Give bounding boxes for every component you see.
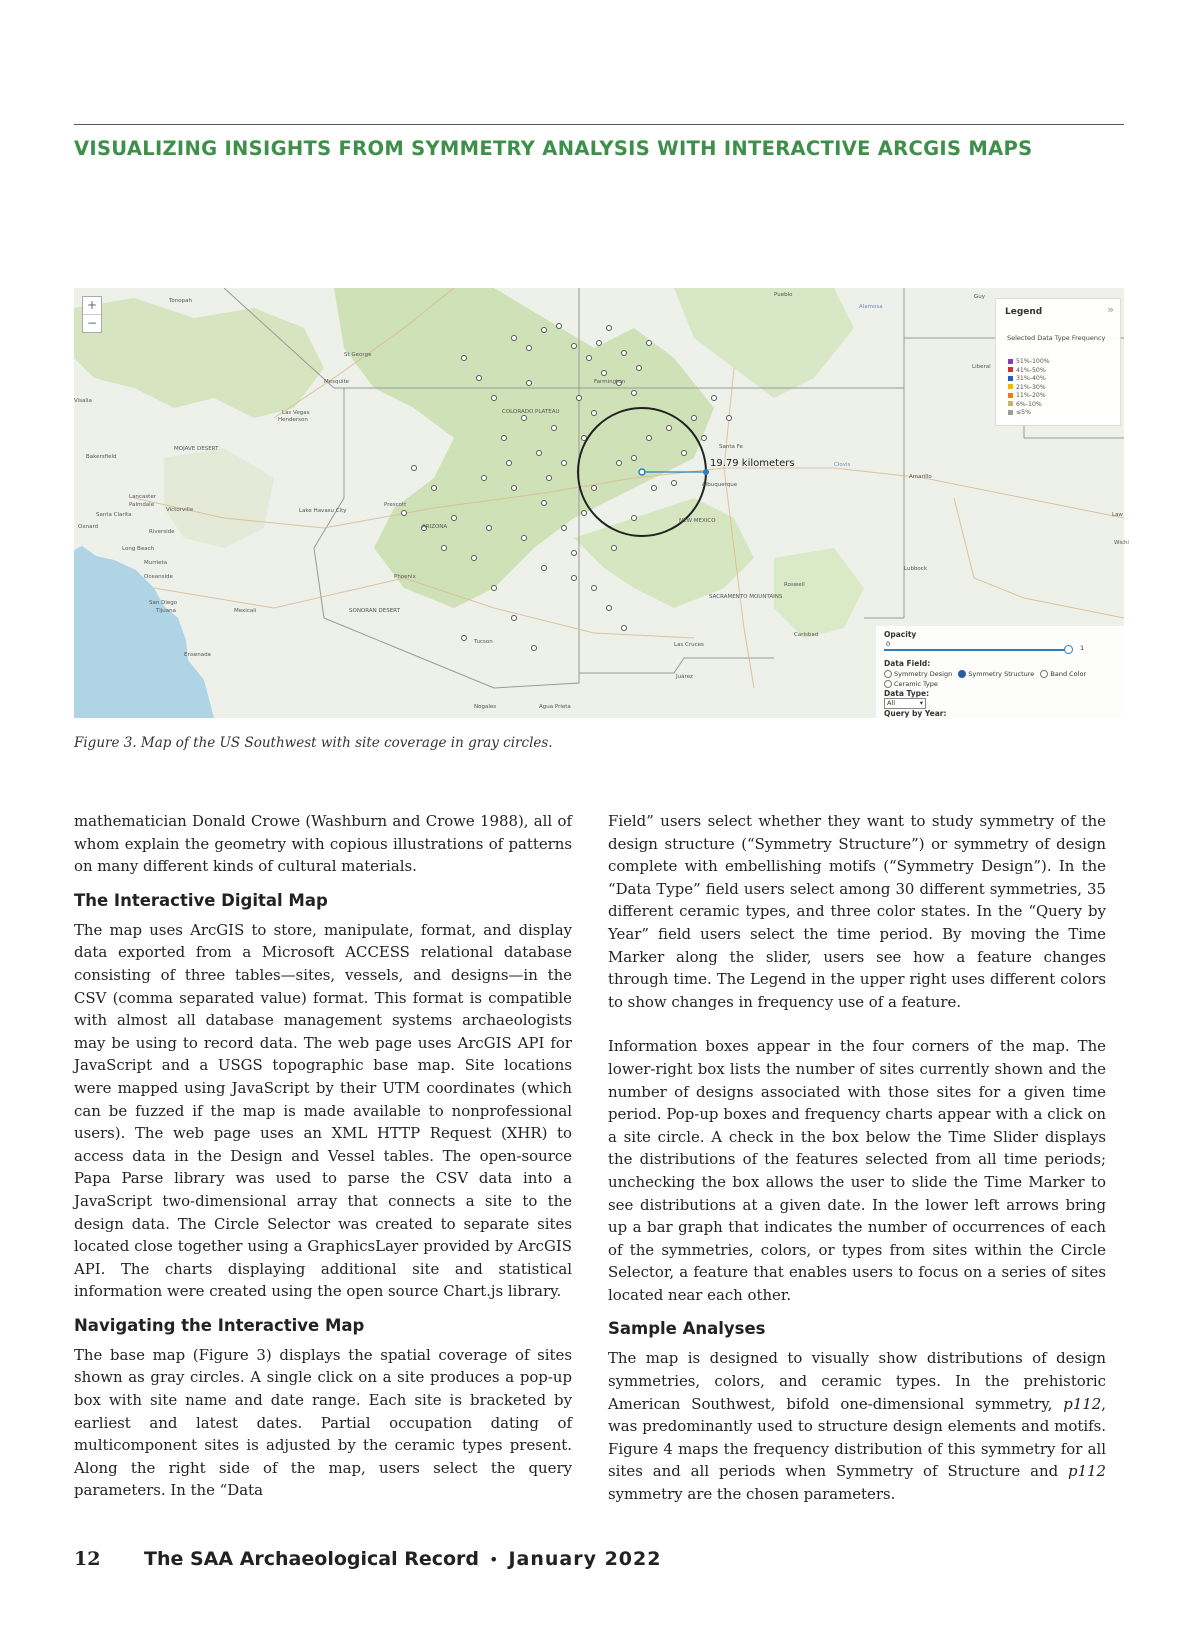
opacity-max: 1: [1080, 644, 1085, 652]
place-label: Phoenix: [394, 574, 416, 580]
legend-swatch: [1008, 384, 1013, 389]
paragraph: The base map (Figure 3) displays the spatial coverage of sites shown as gray circles. A single click on a site produces a pop-up box with site name and date range. Each site is bracketed by earliest and latest dates. Partial occupation dating of multicomponent sites is adjusted by the ceramic types present. Along the right side of the map, users select the query parameters. In the “Data: [74, 1345, 572, 1500]
expand-icon[interactable]: »: [1107, 303, 1114, 316]
place-label: SONORAN DESERT: [349, 608, 400, 614]
place-label: COLORADO PLATEAU: [502, 409, 560, 415]
legend-title: Legend: [1005, 307, 1043, 317]
legend-swatch: [1008, 376, 1013, 381]
place-label: Henderson: [278, 417, 308, 423]
place-label: Lubbock: [904, 566, 928, 572]
legend-swatch: [1008, 359, 1013, 364]
place-label: Farmington: [594, 379, 626, 385]
terrain-colorado: [674, 288, 854, 398]
data-type-select[interactable]: All ▾: [884, 698, 926, 709]
zoom-in-button[interactable]: +: [86, 298, 98, 312]
place-label: Wichi: [1114, 540, 1129, 546]
legend-item: 11%-20%: [1008, 392, 1050, 401]
radio-ceramic-type[interactable]: [884, 680, 892, 688]
place-label: NEW MEXICO: [679, 518, 716, 524]
section-heading: The Interactive Digital Map: [74, 890, 328, 910]
place-label: Lancaster: [129, 494, 156, 500]
query-year-label: Query by Year:: [884, 709, 947, 718]
chevron-down-icon: ▾: [919, 699, 923, 707]
legend-item: 41%-50%: [1008, 367, 1050, 376]
legend-item: ≤5%: [1008, 409, 1050, 418]
zoom-control: [82, 296, 102, 333]
left-column: [74, 810, 572, 1502]
place-label: Tijuana: [156, 608, 176, 614]
place-label: Pueblo: [774, 292, 793, 298]
measure-label: 19.79 kilometers: [710, 458, 795, 469]
legend-item: 6%-10%: [1008, 401, 1050, 410]
place-label: Bakersfield: [86, 454, 117, 460]
opacity-slider[interactable]: [884, 649, 1066, 651]
pacific-ocean: [74, 546, 214, 718]
running-header: VISUALIZING INSIGHTS FROM SYMMETRY ANALYSIS WITH INTERACTIVE ARCGIS MAPS: [74, 137, 1033, 160]
place-label: Santa Fe: [719, 444, 743, 450]
selector-center[interactable]: [639, 469, 645, 475]
opacity-label: Opacity: [884, 630, 917, 639]
place-label: Santa Clarita: [96, 512, 132, 518]
place-label: Long Beach: [122, 546, 155, 552]
legend-item: 21%-30%: [1008, 384, 1050, 393]
place-label: San Diego: [149, 600, 178, 606]
place-label: Oceanside: [144, 574, 173, 580]
terrain-gila: [574, 498, 754, 608]
place-label: Visalia: [74, 398, 92, 404]
place-label: ARIZONA: [422, 524, 448, 530]
issue-date: January 2022: [508, 1548, 662, 1570]
opacity-slider-thumb[interactable]: [1064, 645, 1073, 654]
query-controls: [876, 626, 1124, 718]
legend-item: 31%-40%: [1008, 375, 1050, 384]
place-label: Amarillo: [909, 474, 932, 480]
paragraph: Field” users select whether they want to study symmetry of the design structure (“Symmetry Structure”) or symmetry of design complete with embellishing motifs (“Symmetry Design”). In the “Data Type” field users select among 30 different symmetries, 35 different ceramic types, and three color states. In the “Query by Year” field users select the time period. By moving the Time Marker along the slider, users see how a feature changes through time. The Legend in the upper right uses different colors to show changes in frequency use of a feature.: [608, 812, 1106, 1011]
legend-swatch: [1008, 393, 1013, 398]
place-label: SACRAMENTO MOUNTAINS: [709, 594, 783, 600]
figure-3-map[interactable]: [74, 288, 1129, 718]
data-field-option-ceramic: Ceramic Type: [884, 680, 938, 688]
place-label: St George: [344, 352, 372, 358]
terrain-mojave: [164, 448, 274, 548]
place-label: Oxnard: [78, 524, 99, 530]
place-label: Clovis: [834, 462, 851, 468]
page-number: 12: [74, 1548, 101, 1570]
place-label: Alamosa: [859, 304, 883, 310]
legend-subtitle: Selected Data Type Frequency: [1007, 334, 1106, 342]
paragraph: The map is designed to visually show distributions of design symmetries, colors, and ceramic types. In the prehistoric American Southwest, bifold one-dimensional symmetry, p112, was predominantly used to structure design elements and motifs. Figure 4 maps the frequency distribution of this symmetry for all sites and all periods when Symmetry of Structure and p112 symmetry are the chosen parameters.: [608, 1349, 1106, 1504]
terrain-sacramento: [774, 548, 864, 638]
selector-handle[interactable]: [703, 469, 709, 475]
legend-item: 51%-100%: [1008, 358, 1050, 367]
data-field-options: Symmetry Design Symmetry Structure Band Color: [884, 670, 1086, 678]
paragraph: mathematician Donald Crowe (Washburn and Crowe 1988), all of whom explain the geometry with copious illustrations of patterns on many different kinds of cultural materials.: [74, 812, 572, 876]
place-label: Juárez: [676, 674, 693, 680]
place-label: Mesquite: [324, 379, 350, 385]
place-label: Riverside: [149, 529, 175, 535]
place-label: Las Vegas: [282, 410, 310, 416]
place-label: Las Cruces: [674, 642, 704, 648]
section-heading: Navigating the Interactive Map: [74, 1315, 365, 1335]
data-field-label: Data Field:: [884, 659, 931, 668]
place-label: Carlsbad: [794, 632, 819, 638]
journal-title: The SAA Archaeological Record: [144, 1548, 480, 1570]
place-label: Murrieta: [144, 560, 168, 566]
legend-swatch: [1008, 401, 1013, 406]
place-label: Guy: [974, 294, 986, 300]
legend-swatch: [1008, 410, 1013, 415]
place-label: Ensenada: [184, 652, 211, 658]
right-column: [608, 810, 1106, 1506]
data-type-label: Data Type:: [884, 689, 930, 698]
opacity-min: 0: [886, 640, 891, 648]
radio-band-color[interactable]: [1040, 670, 1048, 678]
place-label: Liberal: [972, 364, 991, 370]
footer-bullet: •: [489, 1550, 499, 1569]
place-label: Lake Havasu City: [299, 508, 347, 514]
place-label: Prescott: [384, 502, 407, 508]
place-label: Mexicali: [234, 608, 257, 614]
place-label: MOJAVE DESERT: [174, 446, 219, 452]
legend-items: [1008, 358, 1050, 418]
place-label: Roswell: [784, 582, 805, 588]
zoom-out-button[interactable]: −: [83, 314, 101, 332]
legend-panel: [995, 298, 1121, 426]
place-label: Albuquerque: [702, 482, 738, 488]
place-label: Tucson: [474, 639, 493, 645]
legend-swatch: [1008, 367, 1013, 372]
radio-symmetry-design[interactable]: [884, 670, 892, 678]
section-heading: Sample Analyses: [608, 1319, 766, 1339]
terrain-nevada: [74, 298, 324, 418]
place-label: Palmdale: [129, 502, 155, 508]
place-label: Victorville: [166, 507, 194, 513]
figure-caption: Figure 3. Map of the US Southwest with site coverage in gray circles.: [74, 735, 553, 751]
place-label: Nogales: [474, 704, 497, 710]
place-label: Agua Prieta: [539, 704, 571, 710]
header-rule: [74, 124, 1124, 125]
radio-symmetry-structure[interactable]: [958, 670, 966, 678]
place-label: Law: [1112, 512, 1123, 518]
page-footer: [74, 1548, 661, 1570]
place-label: Tonopah: [169, 298, 192, 304]
paragraph: The map uses ArcGIS to store, manipulate, format, and display data exported from a Microsoft ACCESS relational database consisting of three tables—sites, vessels, and designs—in the CSV (comma separated value) format. This format is compatible with almost all database management systems archaeologists may be using to record data. The web page uses ArcGIS API for JavaScript and a USGS topographic base map. Site locations were mapped using JavaScript by their UTM coordinates (which can be fuzzed if the map is made available to nonprofessional users). The web page uses an XML HTTP Request (XHR) to access data in the Design and Vessel tables. The open-source Papa Parse library was used to parse the CSV data into a JavaScript two-dimensional array that connects a site to the design data. The Circle Selector was created to separate sites located close together using a GraphicsLayer provided by ArcGIS API. The charts displaying additional site and statistical information were created using the open source Chart.js library.: [74, 920, 572, 1301]
paragraph: Information boxes appear in the four corners of the map. The lower-right box lists the number of sites currently shown and the number of designs associated with those sites for a given time period. Pop-up boxes and frequency charts appear with a click on a site circle. A check in the box below the Time Slider displays the distributions of the features selected from all time periods; unchecking the box allows the user to slide the Time Marker to see distributions at a given date. In the lower left arrows bring up a bar graph that indicates the number of occurrences of each of the symmetries, colors, or types from sites within the Circle Selector, a feature that enables users to focus on a series of sites located near each other.: [608, 1037, 1106, 1304]
